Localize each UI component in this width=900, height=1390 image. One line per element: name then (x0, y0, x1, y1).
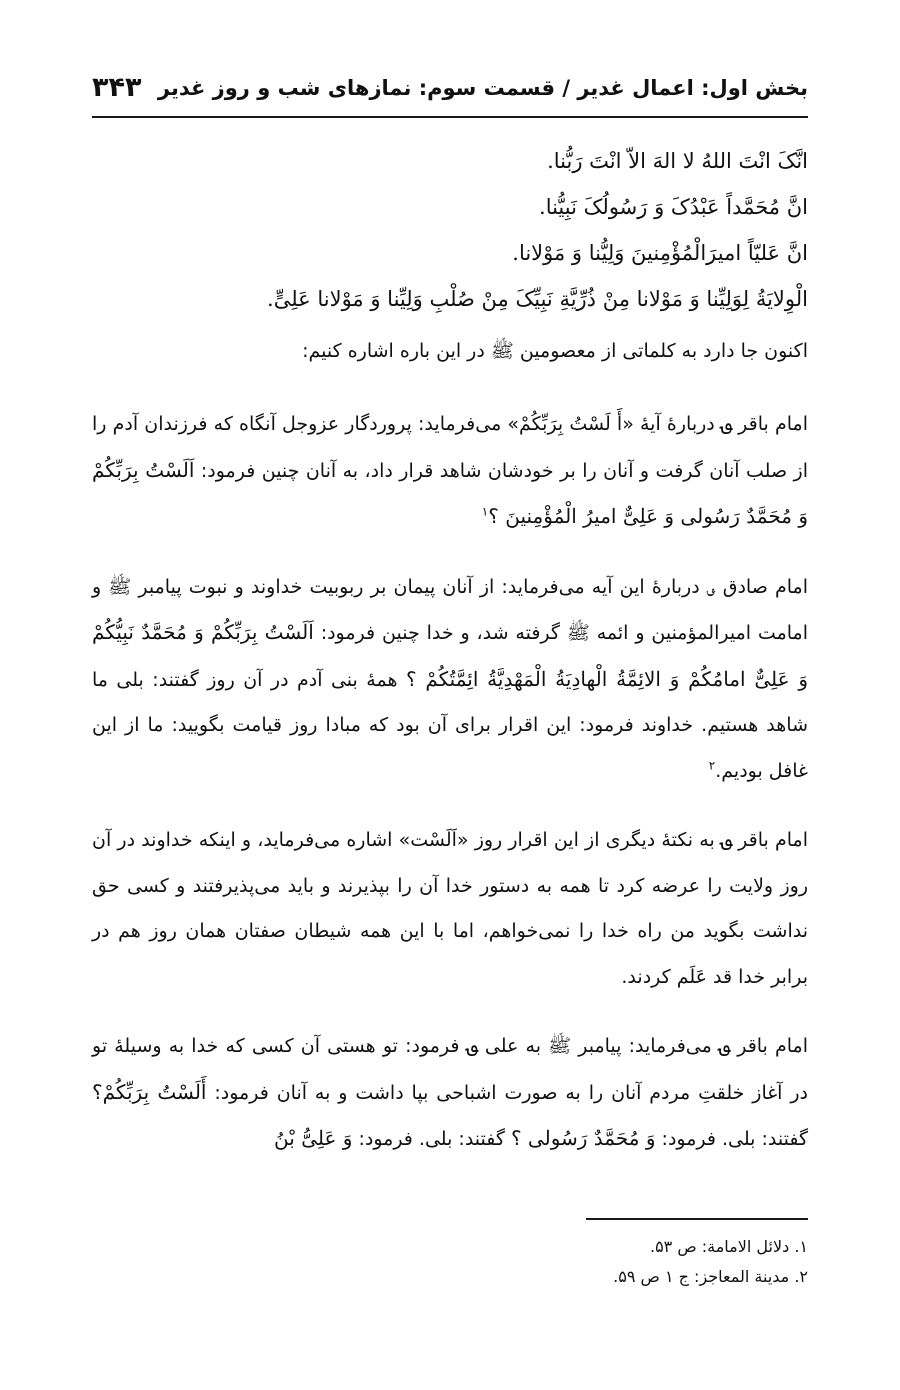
footnote-ref-2[interactable]: ۲ (708, 758, 716, 773)
verse-line-2: انَّ مُحَمَّداً عَبْدُکَ وَ رَسُولُکَ نَبِیُّنا. (539, 195, 808, 219)
footnote-divider (586, 1218, 808, 1220)
page-body (92, 138, 808, 1187)
paragraph-1-arabic: اَلَسْتُ بِرَبِّکُمْ وَ مُحَمَّدٌ رَسُولی وَ عَلِیٌّ امیرُ الْمُؤْمِنینَ ؟ (92, 457, 808, 528)
intro-line: اکنون جا دارد به کلماتی از معصومین ﷺ در این باره اشاره کنیم: (302, 340, 808, 362)
page-header (92, 72, 808, 118)
paragraph-4 (92, 1024, 808, 1163)
paragraph-1-text: امام باقر ؈ دربارۀ آیۀ «أَ لَسْتُ بِرَبِّکُمْ» می‌فرماید: پروردگار عزوجل آنگاه که فرزندان آدم را از صلب آنان گرفت و آنان را بر خودشان شاهد قرار داد، به آنان چنین فرمود: (92, 413, 808, 482)
paragraph-2-text: امام صادق ؈ دربارۀ این آیه می‌فرماید: از آنان پیمان بر ربوبیت خداوند و نبوت پیامبر ﷺ و امامت امیرالمؤمنین و ائمه ﷺ گرفته شد، و خدا چنین فرمود: (92, 575, 808, 644)
paragraph-2-arabic: اَلَسْتُ بِرَبِّکُمْ وَ مُحَمَّدٌ نَبِیُّکُمْ وَ عَلِیٌّ امامُکُمْ وَ الائِمَّةُ الْهادِیَةُ الْمَهْدِیَّةُ ائِمَّتُکُمْ ؟ (92, 620, 808, 691)
paragraph-4-arabic-3: وَ عَلِیُّ بْنُ (274, 1126, 353, 1150)
paragraph-3: امام باقر ؈ به نکتۀ دیگری از این اقرار روز «اَلَسْت» اشاره می‌فرماید، و اینکه خداوند در آن روز ولایت را عرضه کرد تا همه به دستور خدا آن را بپذیرند و باید می‌پذیرفتند و کسی حق نداشت بگوید من راه خدا را نمی‌خواهم، اما با این همه شیطان صفتان همان روز هم در برابر خدا قد عَلَم کردند. (92, 829, 808, 988)
verse-block (92, 138, 808, 322)
verse-line-1: انَّکَ انْتَ اللهُ لا الهَ الاّ انْتَ رَبُّنا. (547, 149, 808, 173)
paragraph-4-arabic-1: أَلَسْتُ بِرَبِّکُمْ؟ (92, 1079, 207, 1104)
footnote-ref-1[interactable]: ۱ (481, 504, 489, 519)
verse-line-3: انَّ عَلیّاً امیرَالْمُؤْمِنینَ وَلِیُّنا وَ مَوْلانا. (512, 241, 808, 265)
footnotes (88, 1218, 808, 1292)
paragraph-4-arabic-2: وَ مُحَمَّدٌ رَسُولی ؟ (510, 1126, 656, 1150)
paragraph-1 (92, 402, 808, 541)
paragraph-4-text-mid: گفتند: بلی. فرمود: (655, 1128, 808, 1150)
page-number: ۳۴۳ (92, 72, 142, 103)
footnote-2: ۲. مدینة المعاجز: ج ۱ ص ۵۹. (613, 1267, 808, 1286)
paragraph-4-text-mid-2: گفتند: بلی. فرمود: (352, 1128, 511, 1150)
footnote-1: ۱. دلائل الامامة: ص ۵۳. (649, 1237, 808, 1256)
paragraph-2 (92, 565, 808, 795)
verse-line-4: الْوِلایَةُ لِوَلِیِّنا وَ مَوْلانا مِنْ ذُرِّیَّةِ نَبِیِّکَ مِنْ صُلْبِ وَلِیِّنا وَ مَوْلانا عَلِیٍّ. (267, 287, 808, 311)
paragraph-2-text-end: همۀ بنی آدم در آن روز گفتند: بلی ما شاهد هستیم. خداوند فرمود: این اقرار برای آن بود که مبادا روز قیامت بگویید: ما از این غافل بودیم. (92, 668, 808, 782)
paragraph-4-text: امام باقر ؈ می‌فرماید: پیامبر ﷺ به علی ؈ فرمود: تو هستی آن کسی که خدا به وسیلۀ تو در آغاز خلقتِ مردم آنان را به صورت اشباحی بپا داشت و به آنان فرمود: (92, 1035, 808, 1104)
running-title: بخش اول: اعمال غدیر / قسمت سوم: نمازهای شب و روز غدیر (157, 76, 808, 100)
